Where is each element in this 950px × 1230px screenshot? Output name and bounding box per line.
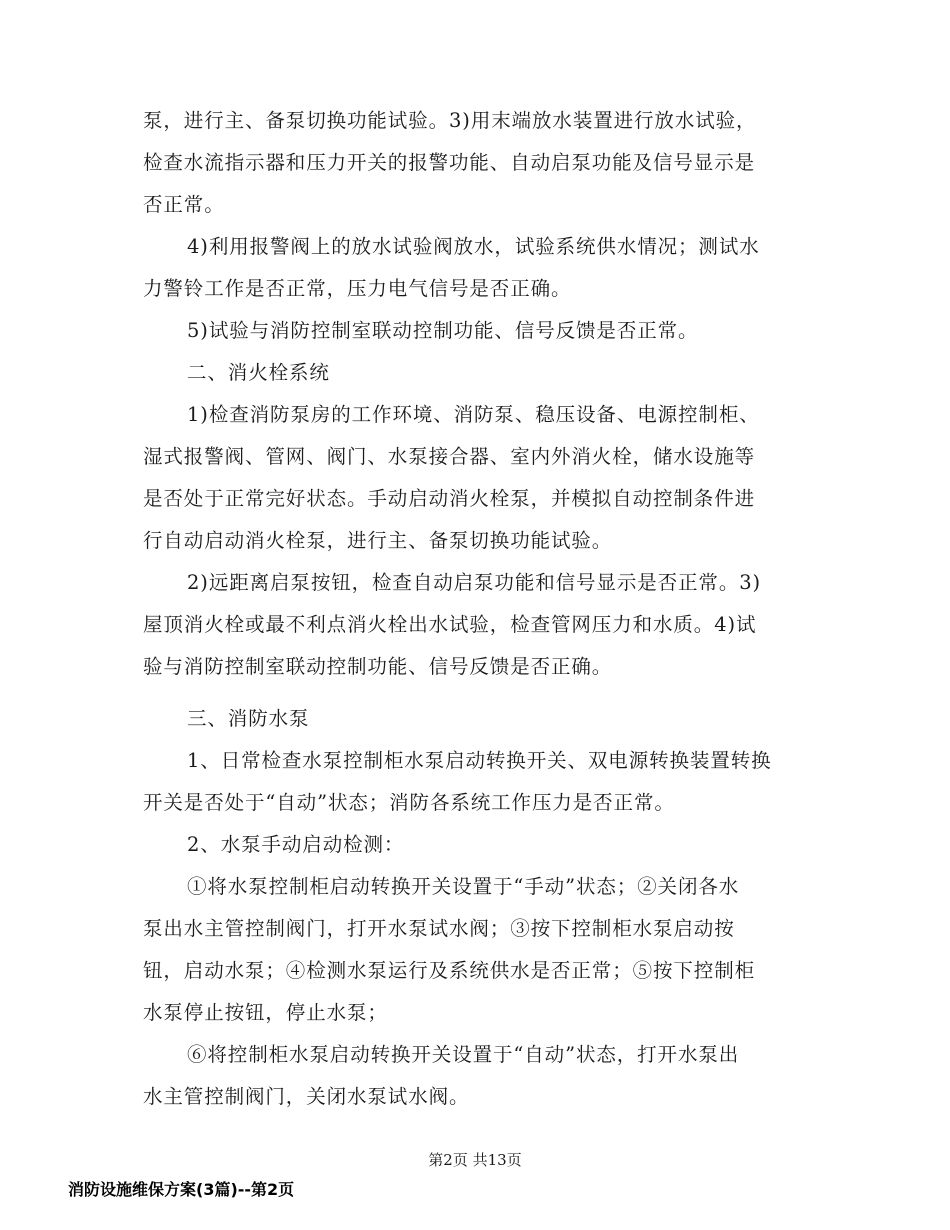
text-line: 屋顶消火栓或最不利点消火栓出水试验，检查管网压力和水质。4)试 bbox=[143, 613, 757, 636]
paragraph-start: 5)试验与消防控制室联动控制功能、信号反馈是否正常。 bbox=[187, 319, 699, 342]
text-line: 泵，进行主、备泵切换功能试验。3)用末端放水装置进行放水试验， bbox=[143, 109, 757, 132]
document-body bbox=[143, 100, 808, 1118]
paragraph-start: 1)检查消防泵房的工作环境、消防泵、稳压设备、电源控制柜、 bbox=[187, 403, 760, 426]
text-line: 钮，启动水泵；④检测水泵运行及系统供水是否正常；⑤按下控制柜 bbox=[143, 959, 756, 982]
paragraph-start: 2、水泵手动启动检测： bbox=[187, 833, 405, 856]
text-line: 开关是否处于“自动”状态；消防各系统工作压力是否正常。 bbox=[143, 791, 675, 814]
paragraph-start: ⑥将控制柜水泵启动转换开关设置于“自动”状态，打开水泵出 bbox=[187, 1043, 740, 1066]
paragraph-gap bbox=[143, 688, 808, 698]
text-line: 水泵停止按钮，停止水泵； bbox=[143, 1001, 388, 1024]
text-line: 验与消防控制室联动控制功能、信号反馈是否正确。 bbox=[143, 655, 613, 678]
paragraph-start: ①将水泵控制柜启动转换开关设置于“手动”状态；②关闭各水 bbox=[187, 875, 740, 898]
text-line: 力警铃工作是否正常，压力电气信号是否正确。 bbox=[143, 277, 572, 300]
section-heading: 二、消火栓系统 bbox=[187, 361, 330, 384]
section-heading: 三、消防水泵 bbox=[187, 707, 310, 730]
page-number: 第2页 共13页 bbox=[428, 1151, 522, 1169]
text-line: 行自动启动消火栓泵，进行主、备泵切换功能试验。 bbox=[143, 529, 613, 552]
paragraph-start: 4)利用报警阀上的放水试验阀放水，试验系统供水情况；测试水 bbox=[187, 235, 760, 258]
document-title-footer: 消防设施维保方案(3篇)--第2页 bbox=[68, 1180, 295, 1199]
paragraph-start: 1、日常检查水泵控制柜水泵启动转换开关、双电源转换装置转换 bbox=[187, 749, 772, 772]
text-line: 泵出水主管控制阀门，打开水泵试水阀；③按下控制柜水泵启动按 bbox=[143, 917, 735, 940]
text-line: 检查水流指示器和压力开关的报警功能、自动启泵功能及信号显示是 bbox=[143, 151, 756, 174]
text-line: 湿式报警阀、管网、阀门、水泵接合器、室内外消火栓，储水设施等 bbox=[143, 445, 756, 468]
text-line: 是否处于正常完好状态。手动启动消火栓泵，并模拟自动控制条件进 bbox=[143, 487, 756, 510]
paragraph-start: 2)远距离启泵按钮，检查自动启泵功能和信号显示是否正常。3) bbox=[187, 571, 762, 594]
text-line: 否正常。 bbox=[143, 193, 225, 216]
text-line: 水主管控制阀门，关闭水泵试水阀。 bbox=[143, 1085, 470, 1108]
